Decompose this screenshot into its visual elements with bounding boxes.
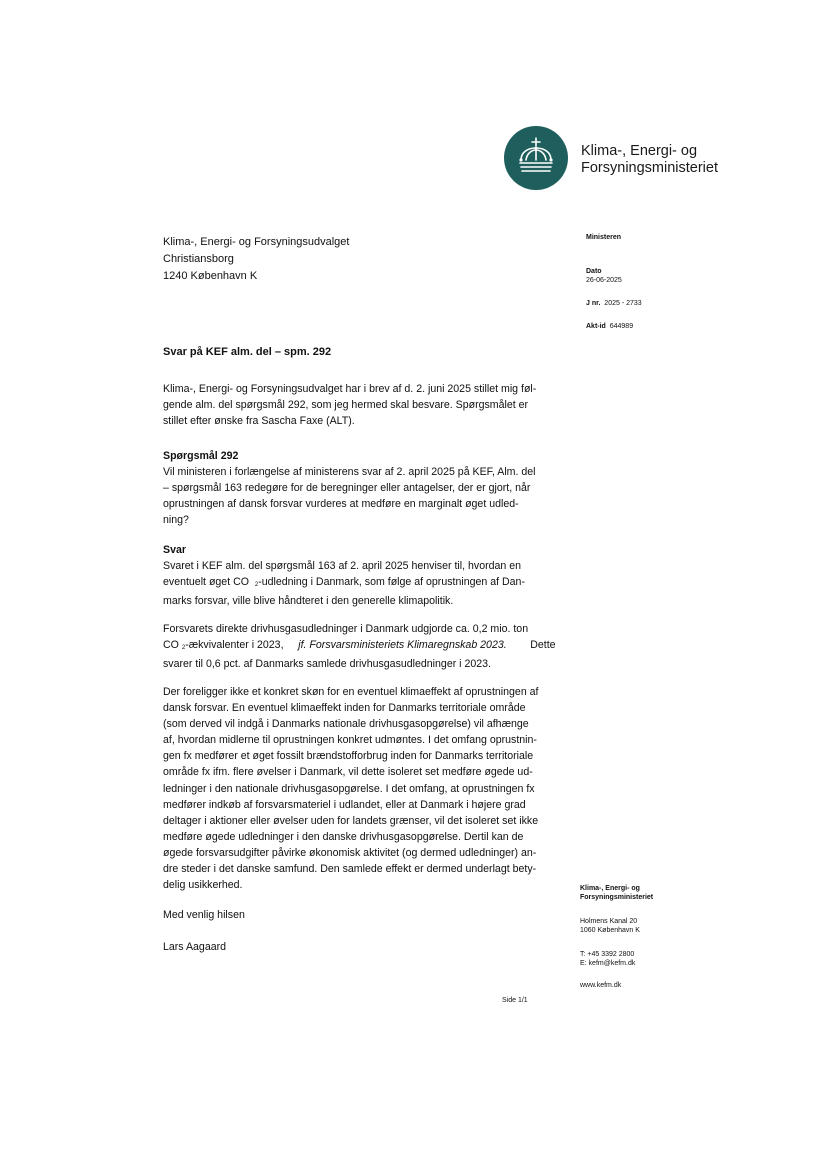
question-section: Spørgsmål 292 Vil ministeren i forlængelse af ministerens svar af 2. april 2025 på KEF, Alm. del – spørgsmål 163 redegøre for de beregninger eller antagelser, der er gjort, når oprustningen af dansk forsvar vurderes at medføre en marginalt øget udled- ning? <box>163 448 548 528</box>
answer-heading: Svar <box>163 544 186 556</box>
date-label: Dato <box>586 268 602 275</box>
ministry-name <box>581 143 718 177</box>
ministry-logo <box>504 126 568 190</box>
date-block <box>586 267 622 285</box>
footer-web: www.kefm.dk <box>580 982 622 989</box>
journal-number: J nr. 2025 - 2733 <box>586 300 642 307</box>
page-number: Side 1/1 <box>502 997 528 1004</box>
answer-paragraph-2: Forsvarets direkte drivhusgasudledninger i Danmark udgjorde ca. 0,2 mio. ton CO $_2$-ækvivalenter i 2023, jf. Forsvarsministeriets Klimaregnskab 2023. Dette svarer til 0,6 pct. af Danmarks samlede drivhusgasudledninger i 2023. <box>163 623 556 671</box>
date-value: 26-06-2025 <box>586 277 622 284</box>
footer-address: Holmens Kanal 20 1060 København K <box>580 918 640 934</box>
ministry-name-line2: Forsyningsministeriet <box>581 160 718 176</box>
footer-contact: T: +45 3392 2800 E: kefm@kefm.dk <box>580 951 636 967</box>
recipient-line: Christiansborg <box>163 253 234 265</box>
recipient-line: Klima-, Energi- og Forsyningsudvalget <box>163 236 350 248</box>
akt-id: Akt-id 644989 <box>586 323 634 330</box>
answer-paragraph-3: Der foreligger ikke et konkret skøn for en eventuel klimaeffekt af oprustningen af dansk forsvar. En eventuel klimaeffekt inden for Danmarks territoriale område (som derved vil indgå i Danmarks nationale drivhusgasopgørelse) vil afhænge af, hvordan midlerne til oprustningen konkret udmøntes. I det omfang oprustnin- gen fx medfører et øget fossilt brændstofforbrug inden for Danmarks territoriale område fx ifm. flere øvelser i Danmark, vil dette isoleret set medføre øgede ud- ledninger i den nationale drivhusgasopgørelse. I det omfang, at oprustningen fx medfører indkøb af forsvarsmateriel i udlandet, eller at Danmark i højere grad deltager i aktioner eller øvelser uden for landets grænser, vil det isoleret set ikke medføre øgede udledninger i den danske drivhusgasopgørelse. Dertil kan de øgede forsvarsudgifter påvirke økonomisk aktivitet (og dermed udledninger) an- dre steder i det danske samfund. Den samlede effekt er dermed underlagt bety- delig usikkerhed. <box>163 686 539 892</box>
intro-paragraph: Klima-, Energi- og Forsyningsudvalget har i brev af d. 2. juni 2025 stillet mig føl- gende alm. del spørgsmål 292, som jeg hermed skal besvare. Spørgsmålet er stillet efter ønske fra Sascha Faxe (ALT). <box>163 383 537 428</box>
recipient-line: 1240 København K <box>163 270 258 282</box>
sender-label: Ministeren <box>586 234 622 241</box>
recipient-address <box>163 234 349 285</box>
ministry-name-line1: Klima-, Energi- og <box>581 143 698 159</box>
crown-icon <box>504 126 568 190</box>
footer-org: Klima-, Energi- og Forsyningsministeriet <box>580 885 654 901</box>
letter-subject: Svar på KEF alm. del – spm. 292 <box>163 346 332 358</box>
answer-section: Svar Svaret i KEF alm. del spørgsmål 163 af 2. april 2025 henviser til, hvordan en eventuelt øget CO $_2$-udledning i Danmark, som følge af oprustningen af Dan- marks forsvar, ville blive håndteret i den generelle klimapolitik. <box>163 542 548 609</box>
question-heading: Spørgsmål 292 <box>163 450 239 462</box>
closing: Med venlig hilsen <box>163 909 245 921</box>
signature: Lars Aagaard <box>163 941 227 953</box>
